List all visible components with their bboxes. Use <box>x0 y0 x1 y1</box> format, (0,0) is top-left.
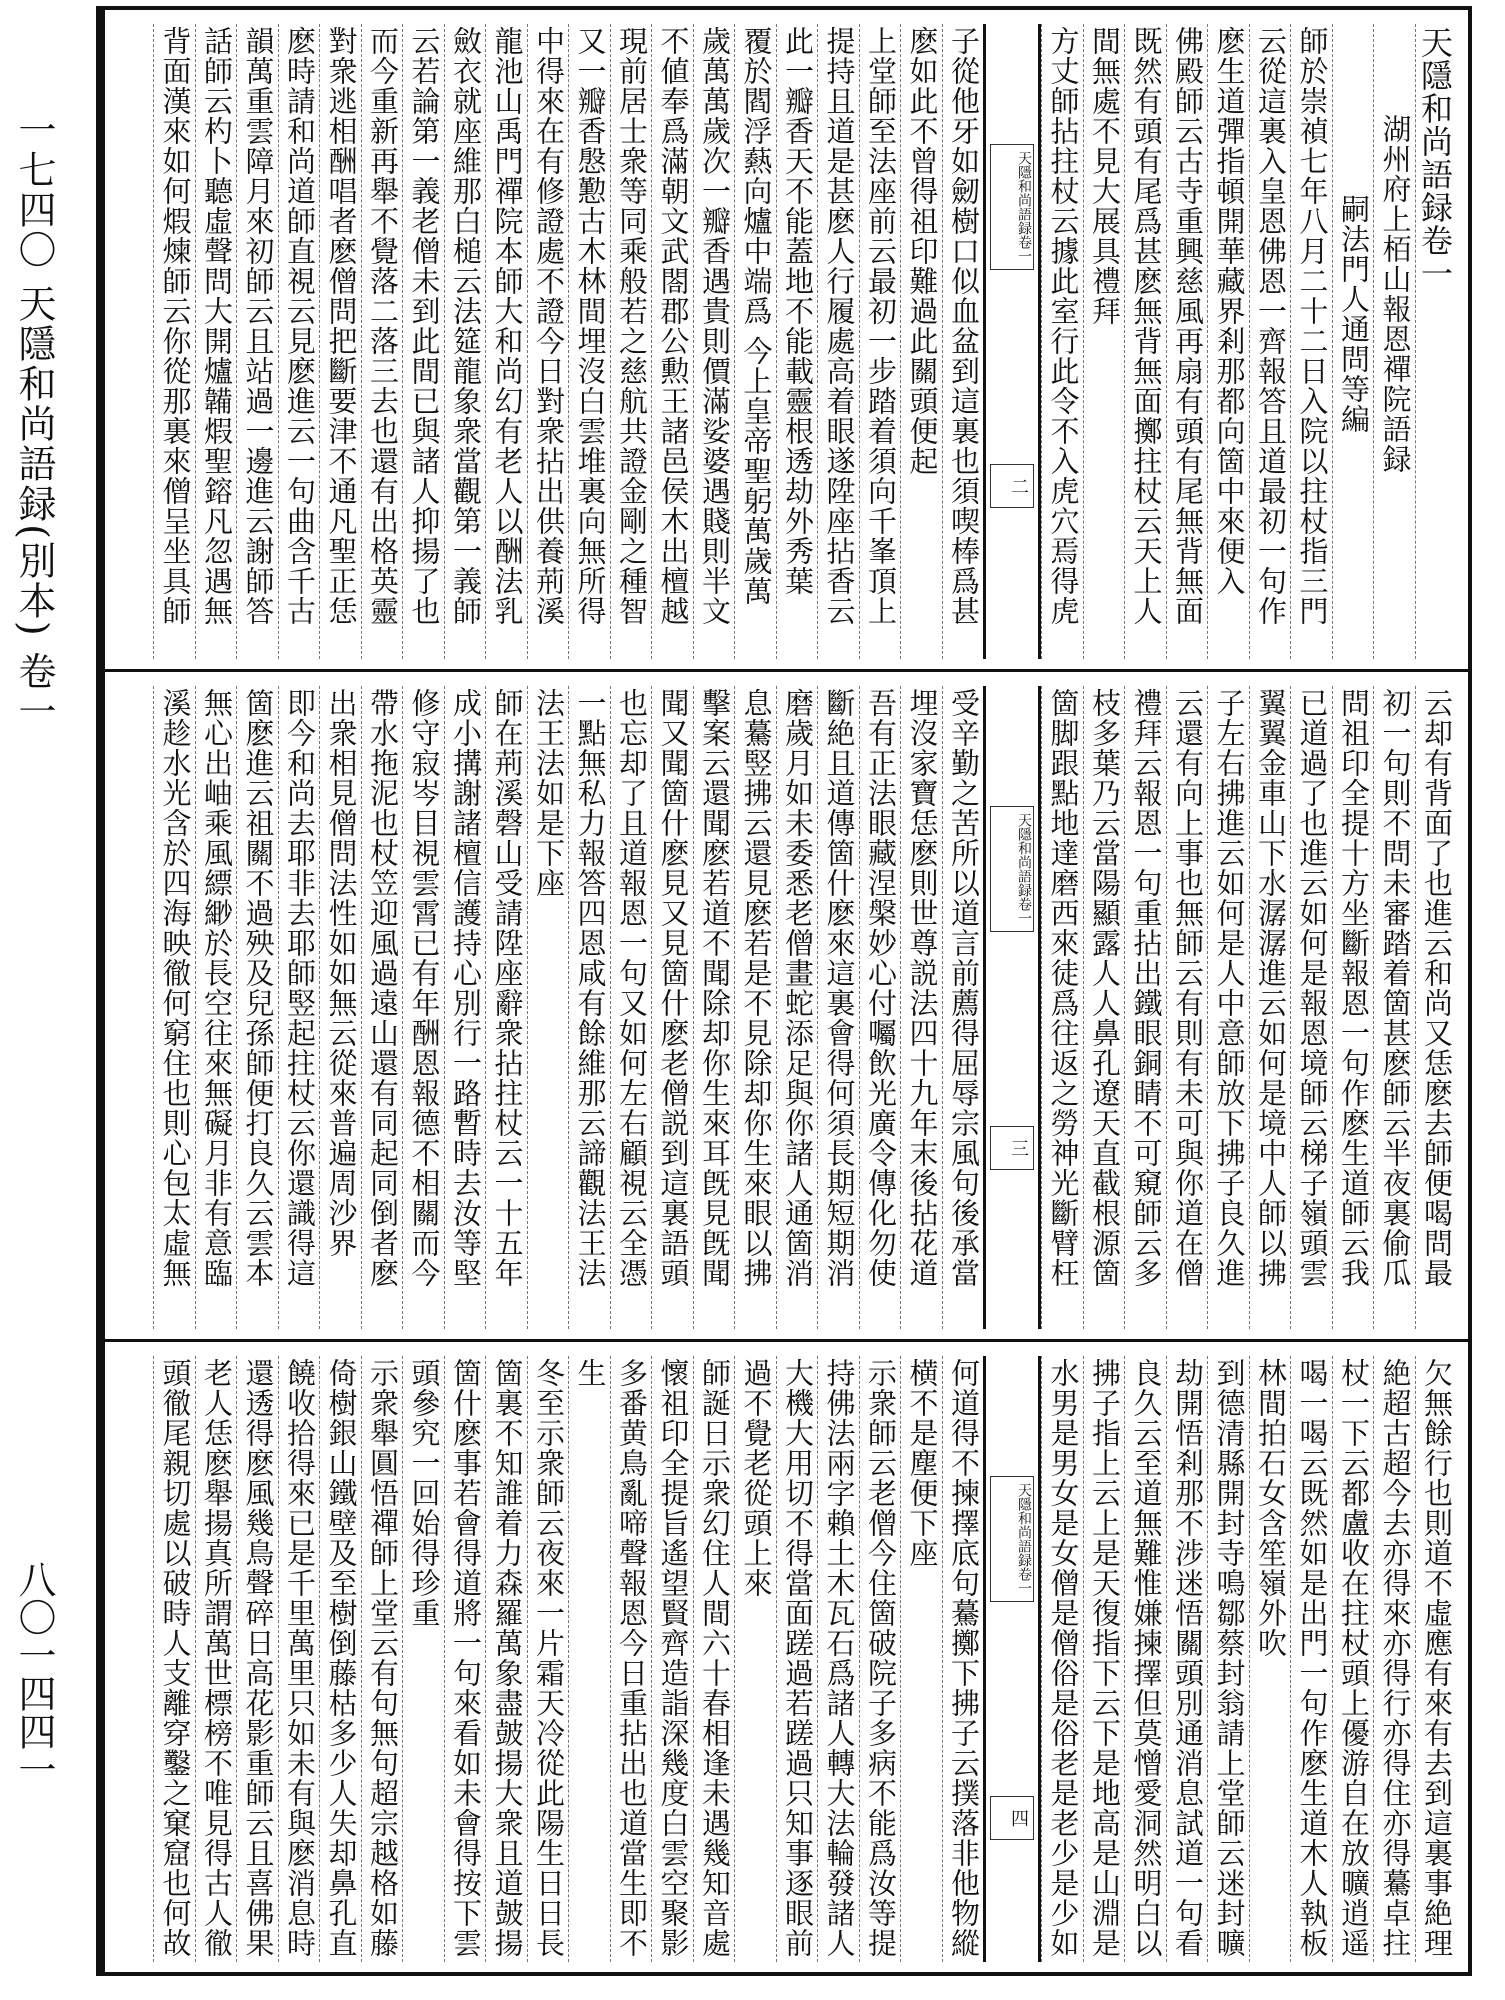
text-column: 云從這裏入皇恩佛恩一齊報答且道最初一句作 <box>1249 24 1291 659</box>
text-column: 覆於閻浮爇向爐中端爲 今上皇帝聖躬萬歲萬 <box>734 24 776 659</box>
text-column: 喝一喝云既然如是出門一句作麽生道木人執板 <box>1290 1356 1332 1962</box>
fold-spine <box>983 24 1041 659</box>
text-column: 林間拍石女含笙嶺外吹 <box>1249 1356 1291 1962</box>
text-column: 倚樹銀山鐵壁及至樹倒藤枯多少人失却鼻孔直 <box>319 1356 361 1962</box>
text-column: 修守寂岑目視雲霄已有年酬恩報德不相關而今 <box>402 686 444 1329</box>
text-column: 劫開悟剎那不涉迷悟關頭別通消息試道一句看 <box>1166 1356 1208 1962</box>
text-column: 吾有正法眼藏涅槃妙心付囑飲光廣令傳化勿使 <box>859 686 901 1329</box>
spine-leaf-number: 三 <box>990 1126 1034 1170</box>
text-column: 示衆舉圓悟禪師上堂云有句無句超宗越格如藤 <box>361 1356 403 1962</box>
volume-title: 一七四〇 天隱和尚語録(別本) 卷一 <box>12 110 56 732</box>
text-column: 冬至示衆師云夜來一片霜天冷從此陽生日日長 <box>527 1356 569 1962</box>
text-column: 對衆逃相酬唱者麽僧問把斷要津不通凡聖正恁 <box>319 24 361 659</box>
text-column: 禮拜云報恩一句重拈出鐵眼銅睛不可窺師云多 <box>1124 686 1166 1329</box>
text-column: 絶超古超今去亦得來亦得行亦得住亦得驀卓拄 <box>1373 1356 1415 1962</box>
text-column: 天隱和尚語録卷一 <box>1415 24 1457 659</box>
text-column: 話師云杓卜聽虛聲問大開爐韛煆聖鎔凡忽遇無 <box>195 24 237 659</box>
text-column: 湖州府上栢山報恩禪院語録 <box>1373 24 1415 659</box>
text-column: 初一句則不問未審踏着箇甚麽師云半夜裏偷瓜 <box>1373 686 1415 1329</box>
text-column: 也忘却了且道報恩一句又如何左右顧視云全憑 <box>610 686 652 1329</box>
text-column: 頭徹尾親切處以破時人支離穿鑿之窠窟也何故 <box>153 1356 195 1962</box>
text-column: 云若論第一義老僧未到此間已與諸人抑揚了也 <box>402 24 444 659</box>
text-column: 韻萬重雲障月來初師云且站過一邊進云謝師答 <box>236 24 278 659</box>
text-column: 中得來在有修證處不證今日對衆拈出供養荊溪 <box>527 24 569 659</box>
text-column: 拂子指上云上是天復指下云下是地高是山淵是 <box>1083 1356 1125 1962</box>
text-column: 擊案云還聞麽若道不聞除却你生來耳旣見旣聞 <box>693 686 735 1329</box>
text-column: 懷祖印全提旨遙望賢齊造詣深幾度白雲空聚影 <box>651 1356 693 1962</box>
text-column: 枝多葉乃云當陽顯露人人鼻孔遼天直截根源箇 <box>1083 686 1125 1329</box>
spine-leaf-number: 二 <box>990 464 1034 508</box>
text-column: 佛殿師云古寺重興慈風再扇有頭有尾無背無面 <box>1166 24 1208 659</box>
text-column: 箇脚跟點地達磨西來徒爲往返之勞神光斷臂枉 <box>1041 686 1083 1329</box>
text-column: 方丈師拈拄杖云據此室行此令不入虎穴焉得虎 <box>1041 24 1083 659</box>
text-column: 多番黄鳥亂啼聲報恩今日重拈出也道當生即不 <box>610 1356 652 1962</box>
page-frame <box>96 6 1472 1976</box>
spine-leaf-number: 四 <box>990 1796 1034 1840</box>
text-column: 提持且道是甚麽人行履處高着眼遂陞座拈香云 <box>817 24 859 659</box>
text-column: 出衆相見僧問法性如如無云從來普遍周沙界 <box>319 686 361 1329</box>
text-column: 到德清縣開封寺鳴鄒蔡封翁請上堂師云迷封曠 <box>1207 1356 1249 1962</box>
text-column: 無心出岫乘風縹緲於長空往來無礙月非有意臨 <box>195 686 237 1329</box>
text-column: 間無處不見大展具禮拜 <box>1083 24 1125 659</box>
text-column: 箇麽進云祖關不過殃及兒孫師便打良久云雲本 <box>236 686 278 1329</box>
text-column: 云還有向上事也無師云有則有未可與你道在僧 <box>1166 686 1208 1329</box>
text-column: 翼翼金車山下水潺潺進云如何是境中人師以拂 <box>1249 686 1291 1329</box>
text-column: 良久云至道無難惟嫌揀擇但莫憎愛洞然明白以 <box>1124 1356 1166 1962</box>
text-column: 示衆師云老僧今住箇破院子多病不能爲汝等提 <box>859 1356 901 1962</box>
text-column: 法王法如是下座 <box>527 686 569 1329</box>
text-column: 師於崇禎七年八月二十二日入院以拄杖指三門 <box>1290 24 1332 659</box>
panel-top <box>105 10 1468 672</box>
text-column: 持佛法兩字賴土木瓦石爲諸人轉大法輪發諸人 <box>817 1356 859 1962</box>
text-column: 生 <box>568 1356 610 1962</box>
text-column: 師在荊溪磬山受請陞座辭衆拈拄杖云一十五年 <box>485 686 527 1329</box>
text-column: 此一瓣香天不能蓋地不能載靈根透劫外秀葉 <box>776 24 818 659</box>
text-column: 横不是塵便下座 <box>900 1356 942 1962</box>
text-column: 欠無餘行也則道不虛應有來有去到這裏事絶理 <box>1415 1356 1457 1962</box>
text-column: 饒收拾得來已是千里萬里只如未有與麽消息時 <box>278 1356 320 1962</box>
text-column: 不値奉爲滿朝文武閤郡公勲王諸邑侯木出檀越 <box>651 24 693 659</box>
text-column: 箇什麽事若會得道將一句來看如未會得按下雲 <box>444 1356 486 1962</box>
spine-label: 天隱和尚語録卷一 <box>990 1476 1034 1602</box>
text-column: 麽生道彈指頓開華藏界剎那都向箇中來便入 <box>1207 24 1249 659</box>
text-column: 斷絶且道傳箇什麽來這裏會得何須長期短期消 <box>817 686 859 1329</box>
text-column: 背面漢來如何煆煉師云你從那裏來僧呈坐具師 <box>153 24 195 659</box>
text-column: 歲萬萬歲次一瓣香遇貴則價滿娑婆遇賤則半文 <box>693 24 735 659</box>
text-column: 又一瓣香慇懃古木林間埋沒白雲堆裏向無所得 <box>568 24 610 659</box>
text-column: 即今和尚去耶非去耶師竪起拄杖云你還識得這 <box>278 686 320 1329</box>
text-column: 杖一下云都盧收在拄杖頭上優游自在放曠逍遥 <box>1332 1356 1374 1962</box>
spine-label: 天隱和尚語録卷一 <box>990 144 1034 270</box>
fold-spine <box>983 686 1041 1329</box>
text-column: 還透得麽風幾鳥聲碎日高花影重師云且喜佛果 <box>236 1356 278 1962</box>
text-column: 上堂師至法座前云最初一步踏着須向千峯頂上 <box>859 24 901 659</box>
text-column: 帶水拖泥也杖笠迎風過遠山還有同起同倒者麽 <box>361 686 403 1329</box>
text-column: 師誕日示衆幻住人間六十春相逢未遇幾知音處 <box>693 1356 735 1962</box>
text-column: 聞又聞箇什麽見又見箇什麽老僧説到這裏語頭 <box>651 686 693 1329</box>
text-column: 麽時請和尚道師直視云見麽進云一句曲含千古 <box>278 24 320 659</box>
page-number: 八〇一四四一 <box>12 1560 56 1788</box>
text-column: 何道得不揀擇底句驀擲下拂子云撲落非他物縱 <box>942 1356 984 1962</box>
text-column: 問祖印全提十方坐斷報恩一句作麽生道師云我 <box>1332 686 1374 1329</box>
text-column: 頭參究一回始得珍重 <box>402 1356 444 1962</box>
text-column: 埋沒家寶恁麽則世尊説法四十九年末後拈花道 <box>900 686 942 1329</box>
panel-bottom <box>105 1342 1468 1972</box>
text-column: 大機大用切不得當面蹉過若蹉過只知事逐眼前 <box>776 1356 818 1962</box>
text-column: 溪趁水光含於四海映徹何窮住也則心包太虛無 <box>153 686 195 1329</box>
text-column: 成小搆謝諸檀信護持心別行一路暫時去汝等堅 <box>444 686 486 1329</box>
text-column: 云却有背面了也進云和尚又恁麽去師便喝問最 <box>1415 686 1457 1329</box>
text-column: 已道過了也進云如何是報恩境師云梯子嶺頭雲 <box>1290 686 1332 1329</box>
text-column: 子左右拂進云如何是人中意師放下拂子良久進 <box>1207 686 1249 1329</box>
text-column: 老人恁麽舉揚真所謂萬世標榜不唯見得古人徹 <box>195 1356 237 1962</box>
text-column: 息驀竪拂云還見麽若是不見除却你生來眼以拂 <box>734 686 776 1329</box>
text-column: 龍池山禹門禪院本師大和尚幻有老人以酬法乳 <box>485 24 527 659</box>
text-column: 過不覺老從頭上來 <box>734 1356 776 1962</box>
text-column: 現前居士衆等同乘般若之慈航共證金剛之種智 <box>610 24 652 659</box>
spine-label: 天隱和尚語録卷一 <box>990 806 1034 932</box>
text-column: 水男是男女是女僧是僧俗是俗老是老少是少如 <box>1041 1356 1083 1962</box>
text-column: 斂衣就座維那白槌云法筵龍象衆當觀第一義師 <box>444 24 486 659</box>
text-column: 磨歲月如未委悉老僧畫蛇添足與你諸人通箇消 <box>776 686 818 1329</box>
text-column: 受辛勤之苦所以道言前薦得屈辱宗風句後承當 <box>942 686 984 1329</box>
text-column: 而今重新再舉不覺落二落三去也還有出格英靈 <box>361 24 403 659</box>
text-column: 子從他牙如劒樹口似血盆到這裏也須喫棒爲甚 <box>942 24 984 659</box>
text-column: 麽如此不曾得祖印難過此關頭便起 <box>900 24 942 659</box>
text-column: 一點無私力報答四恩咸有餘維那云諦觀法王法 <box>568 686 610 1329</box>
fold-spine <box>983 1356 1041 1962</box>
text-column: 既然有頭有尾爲甚麽無背無面擲拄杖云天上人 <box>1124 24 1166 659</box>
panel-middle <box>105 672 1468 1342</box>
text-column: 嗣法門人通問等編 <box>1332 24 1374 659</box>
text-column: 箇裏不知誰着力森羅萬象盡皷揚大衆且道皷揚 <box>485 1356 527 1962</box>
